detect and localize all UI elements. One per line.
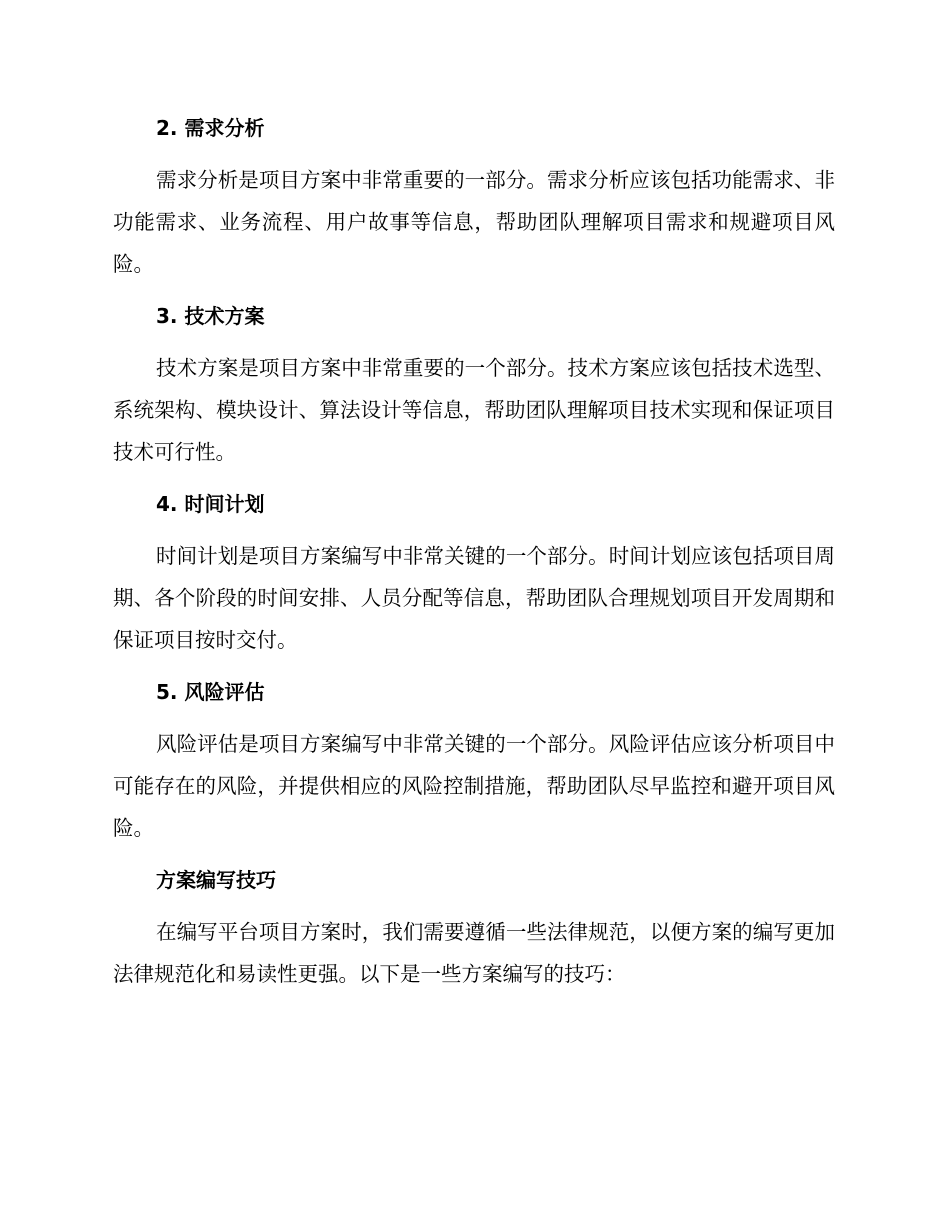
section-paragraph-risk-assessment: 风险评估是项目方案编写中非常关键的一个部分。风险评估应该分析项目中可能存在的风险，并提供相应的风险控制措施，帮助团队尽早监控和避开项目风险。 <box>113 732 835 840</box>
section-paragraph-technical-plan: 技术方案是项目方案中非常重要的一个部分。技术方案应该包括技术选型、系统架构、模块设计、算法设计等信息，帮助团队理解项目技术实现和保证项目技术可行性。 <box>113 356 835 464</box>
section-paragraph-schedule: 时间计划是项目方案编写中非常关键的一个部分。时间计划应该包括项目周期、各个阶段的时间安排、人员分配等信息，帮助团队合理规划项目开发周期和保证项目按时交付。 <box>113 544 835 652</box>
section-heading-risk-assessment: 5. 风险评估 <box>156 680 265 704</box>
document-content <box>113 110 835 1008</box>
section-heading-schedule: 4. 时间计划 <box>156 492 265 516</box>
section-heading-requirements: 2. 需求分析 <box>156 116 265 140</box>
section-paragraph-writing-tips: 在编写平台项目方案时，我们需要遵循一些法律规范，以便方案的编写更加法律规范化和易读性更强。以下是一些方案编写的技巧： <box>113 920 835 986</box>
section-heading-writing-tips: 方案编写技巧 <box>156 868 276 892</box>
section-paragraph-requirements: 需求分析是项目方案中非常重要的一部分。需求分析应该包括功能需求、非功能需求、业务流程、用户故事等信息，帮助团队理解项目需求和规避项目风险。 <box>113 168 835 276</box>
section-heading-technical-plan: 3. 技术方案 <box>156 304 265 328</box>
